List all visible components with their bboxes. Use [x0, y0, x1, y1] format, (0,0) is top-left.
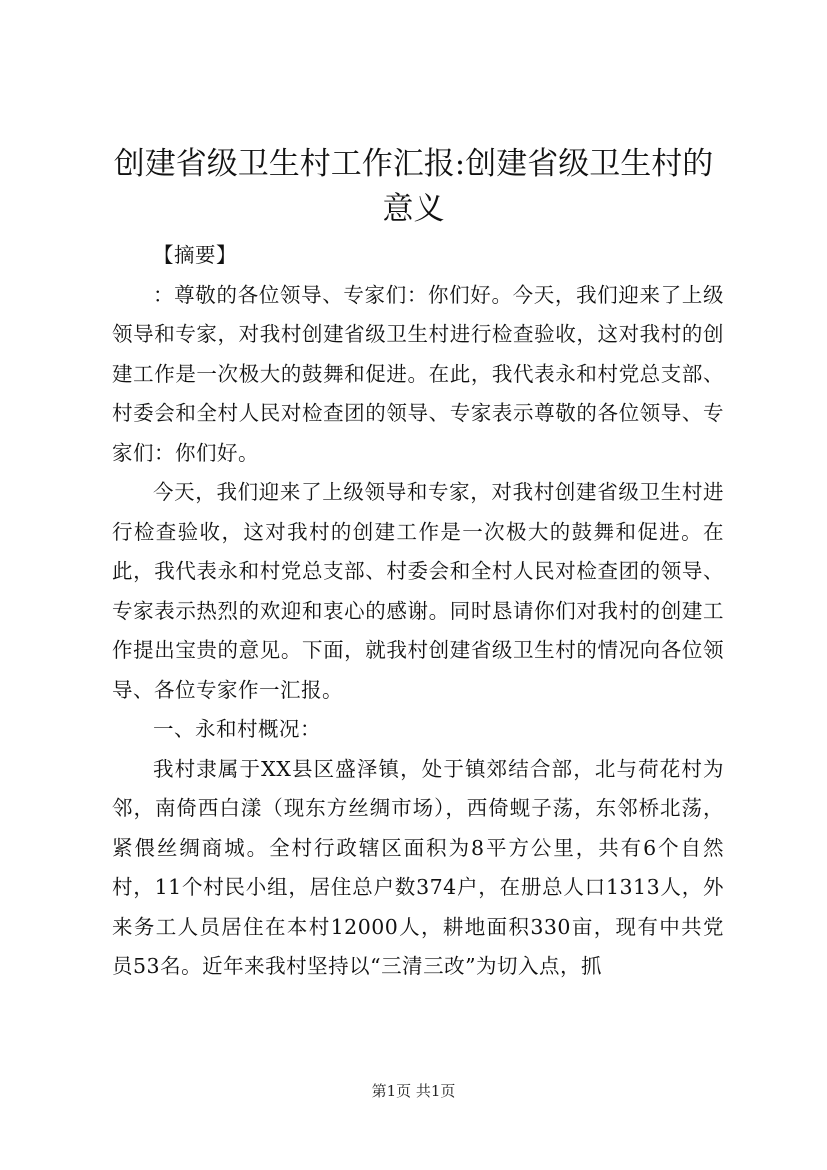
- section-heading-overview: 一、永和村概况：: [153, 717, 321, 741]
- overview-paragraph: 我村隶属于XX县区盛泽镇，处于镇郊结合部，北与荷花村为邻，南倚西白漾（现东方丝绸市场），西倚蚬子荡，东邻桥北荡，紧偎丝绸商城。全村行政辖区面积为8平方公里，共有6个自然村，11个村民小组，居住总户数374户，在册总人口1313人，外来务工人员居住在本村12000人，耕地面积330亩，现有中共党员53名。近年来我村坚持以“三清三改”为切入点，抓: [112, 756, 724, 978]
- page-footer: 第1页 共1页: [371, 1082, 456, 1100]
- document-title: [100, 142, 727, 232]
- document-body: [112, 236, 724, 987]
- intro-paragraph: 今天，我们迎来了上级领导和专家，对我村创建省级卫生村进行检查验收，这对我村的创建工作是一次极大的鼓舞和促进。在此，我代表永和村党总支部、村委会和全村人民对检查团的领导、专家表示热烈的欢迎和衷心的感谢。同时恳请你们对我村的创建工作提出宝贵的意见。下面，就我村创建省级卫生村的情况向各位领导、各位专家作一汇报。: [112, 480, 724, 702]
- title-line-2: 意义: [382, 191, 445, 227]
- title-line-1: 创建省级卫生村工作汇报:创建省级卫生村的: [113, 146, 714, 182]
- abstract-paragraph: ：尊敬的各位领导、专家们：你们好。今天，我们迎来了上级领导和专家，对我村创建省级卫生村进行检查验收，这对我村的创建工作是一次极大的鼓舞和促进。在此，我代表永和村党总支部、村委会和全村人民对检查团的领导、专家表示尊敬的各位领导、专家们：你们好。: [112, 282, 724, 465]
- abstract-heading: 【摘要】: [153, 243, 237, 267]
